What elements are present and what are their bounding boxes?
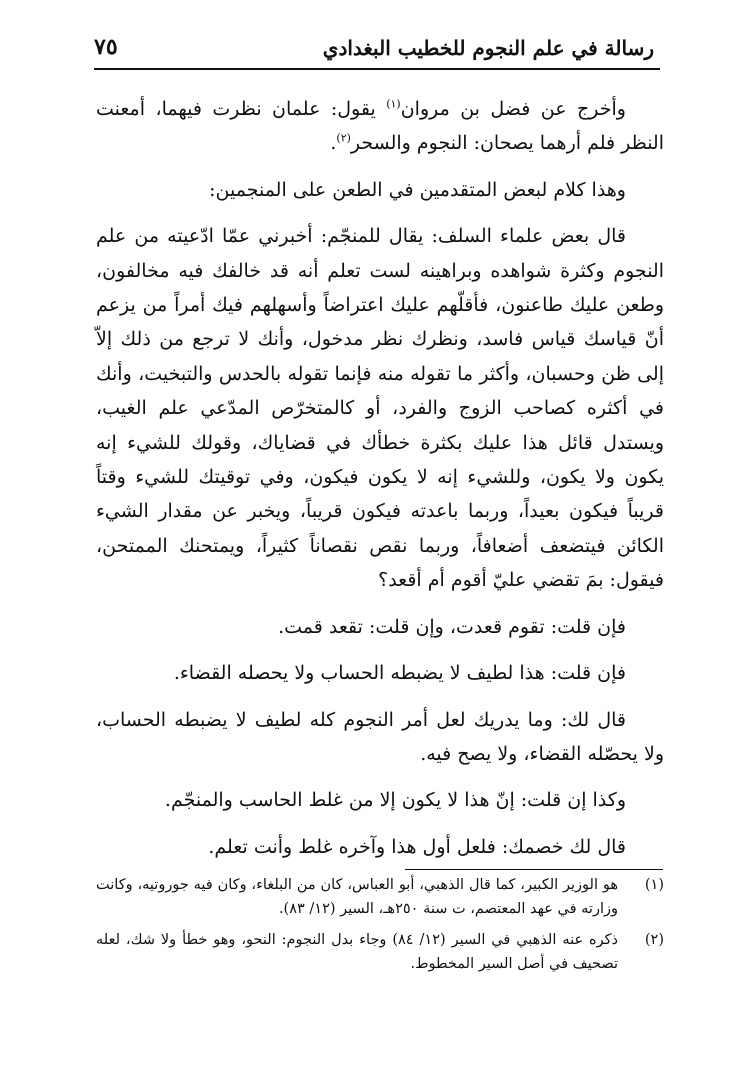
header-divider [94, 68, 660, 70]
footnote-divider [405, 869, 663, 870]
running-header [94, 32, 654, 66]
paragraph-1-start: وأخرج عن فضل بن مروان [400, 98, 626, 120]
paragraph-4: فإن قلت: تقوم قعدت، وإن قلت: تقعد قمت. [278, 615, 626, 638]
footnote-1-number: (١) [644, 877, 664, 893]
footnote-2-text: ذكره عنه الذهبي في السير (١٢/ ٨٤) وجاء بدل النجوم: النحو، وهو خطأ ولا شك، لعله تصحيف في أصل السير المخطوط. [96, 932, 619, 972]
footnote-1-text: هو الوزير الكبير، كما قال الذهبي، أبو العباس، كان من البلغاء، وكان فيه جوروتيه، وكانت وزارته في عهد المعتصم، ت سنة ٢٥٠هـ، السير (١٢/ ٨٣). [96, 877, 618, 917]
page-number: ٧٥ [94, 34, 118, 60]
paragraph-3: قال بعض علماء السلف: يقال للمنجّم: أخبرني عمّا ادّعيته من علم النجوم وكثرة شواهده وبراهينه لست تعلم أنه قد خالفك فيه مخالفون، وطعن عليك طاعنون، فأقلّهم عليك اعتراضاً وأسهلهم فيك أمراً من يزعم أنّ قياسك قياس فاسد، ونظرك نظر مدخول، وأنك لا ترجع من ذلك إلاّ إلى ظن وحسبان، وأكثر ما تقوله منه فإنما تقوله بالحدس والتبخيت، وأنك في أكثره كصاحب الزوج والفرد، أو كالمتخرّص المدّعي علم الغيب، ويستدل قائل هذا عليك بكثرة خطأك في قضاياك، وقولك للشيء إنه يكون ولا يكون، وللشيء إنه لا يكون فيكون، وفي توقيتك للشيء وقتاً قريباً فيكون بعيداً، وربما باعدته فيكون قريباً، ويخبر عن مقدار الشيء الكائن فيتضعف أضعافاً، وربما نقص نقصاناً كثيراً، ويمتحنك الممتحن، فيقول: بمَ تقضي عليّ أقوم أم أقعد؟ [96, 225, 664, 592]
main-text [96, 92, 664, 864]
paragraph-7: وكذا إن قلت: إنّ هذا لا يكون إلا من غلط الحاسب والمنجّم. [164, 789, 626, 812]
footnote-ref-1: (١) [386, 97, 401, 111]
paragraph-8: قال لك خصمك: فلعل أول هذا وآخره غلط وأنت تعلم. [208, 835, 626, 858]
footnote-2-number: (٢) [644, 932, 664, 948]
footnotes [96, 874, 664, 976]
footnote-1 [96, 874, 664, 921]
footnote-2 [96, 929, 664, 976]
paragraph-2: وهذا كلام لبعض المتقدمين في الطعن على المنجمين: [209, 178, 626, 201]
paragraph-1 [96, 92, 664, 161]
footnote-ref-2: (٢) [336, 132, 351, 146]
paragraph-1-end: . [330, 132, 337, 155]
paragraph-5: فإن قلت: هذا لطيف لا يضبطه الحساب ولا يحصله القضاء. [173, 662, 626, 685]
header-title: رسالة في علم النجوم للخطيب البغدادي [322, 36, 654, 60]
paragraph-6: قال لك: وما يدريك لعل أمر النجوم كله لطيف لا يضبطه الحساب، ولا يحصّله القضاء، ولا يصح فيه. [96, 708, 664, 765]
paragraph-1-middle: يقول: علمان نظرت فيهما، أمعنت النظر فلم أرهما يصحان: النجوم والسحر [96, 98, 664, 155]
